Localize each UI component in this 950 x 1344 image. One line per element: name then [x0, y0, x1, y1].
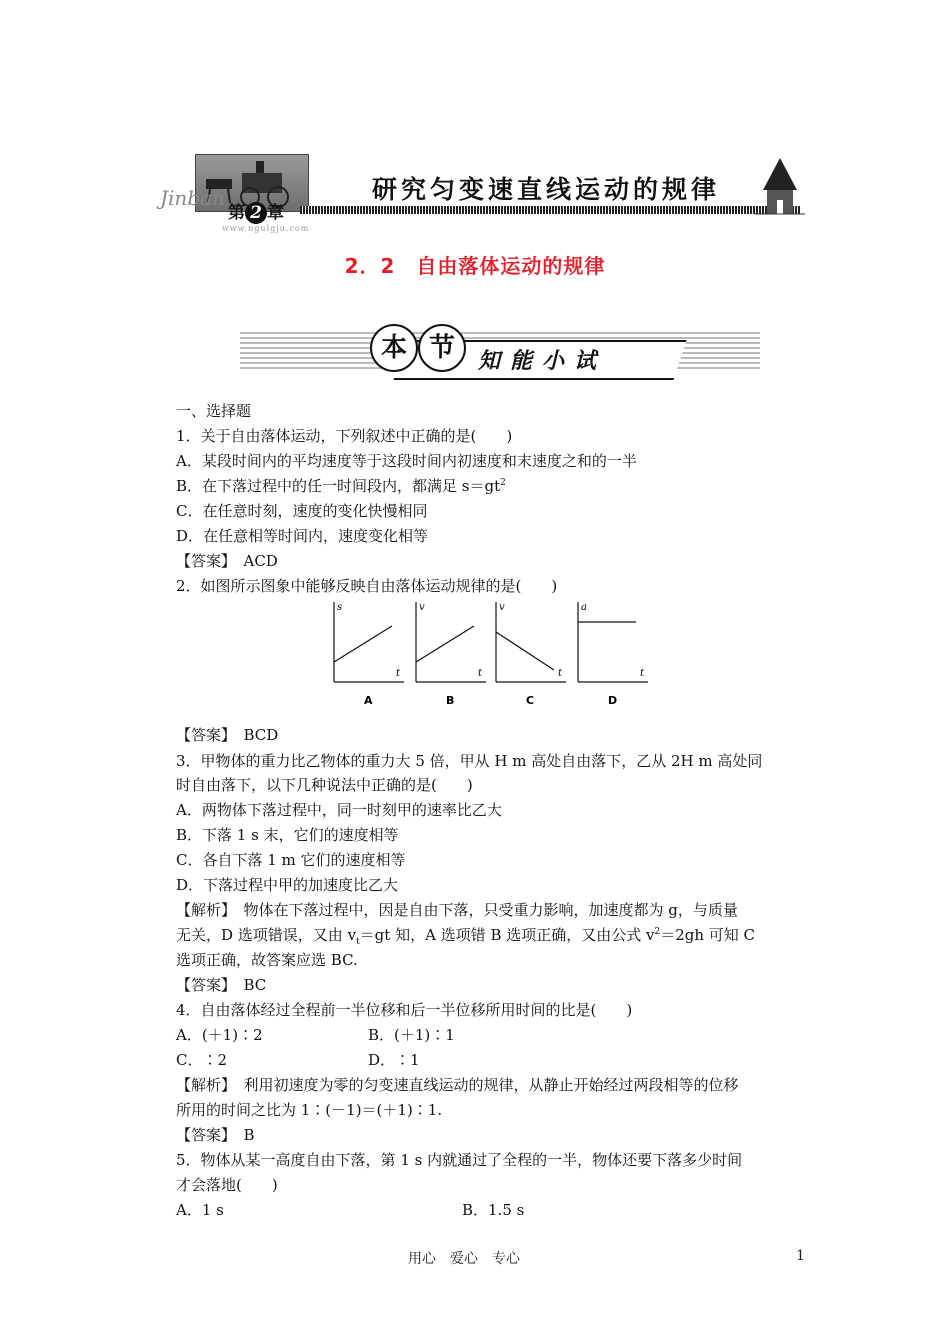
section-title: 2．2 自由落体运动的规律: [344, 254, 606, 278]
option-5a: A．1 s: [176, 1201, 224, 1219]
church-icon: [755, 156, 805, 218]
graph-a-x-label: t: [396, 668, 401, 679]
analysis-3-line-3: 选项正确，故答案应选 BC.: [176, 951, 358, 969]
answer-4: 【答案】 B: [176, 1126, 255, 1144]
chapter-label: 第 2 章: [228, 203, 284, 223]
brand-text: Jinban: [160, 186, 225, 210]
graph-a-curve: [334, 626, 392, 662]
option-4b: B．(＋1)∶1: [368, 1026, 455, 1044]
graph-a-y-label: s: [337, 602, 343, 613]
graph-c-y-label: v: [499, 602, 505, 613]
graph-b-curve: [416, 626, 474, 662]
option-3a: A．两物体下落过程中，同一时刻甲的速率比乙大: [176, 801, 502, 819]
badge-char-2: 节: [418, 324, 466, 372]
graph-a-label: A: [364, 694, 373, 707]
option-1d: D．在任意相等时间内，速度变化相等: [176, 527, 429, 545]
graph-b-label: B: [446, 694, 455, 707]
question-5-line-2: 才会落地( ): [176, 1176, 278, 1194]
graph-b-x-label: t: [478, 668, 483, 679]
graph-d-y-label: a: [581, 602, 587, 613]
question-3-line-2: 时自由落下，以下几种说法中正确的是( ): [176, 776, 473, 794]
graph-d-label: D: [608, 694, 618, 707]
graph-d-x-label: t: [640, 668, 645, 679]
banner-title: 研究匀变速直线运动的规律: [372, 175, 721, 204]
heading-choice: 一、选择题: [176, 402, 252, 420]
analysis-4-line-2: 所用的时间之比为 1∶(－1)＝(＋1)∶1.: [176, 1101, 443, 1119]
option-3b: B．下落 1 s 末，它们的速度相等: [176, 826, 399, 844]
option-5b: B．1.5 s: [462, 1201, 525, 1219]
question-3-line-1: 3．甲物体的重力比乙物体的重力大 5 倍，甲从 H m 高处自由落下，乙从 2H m 高处同: [176, 752, 763, 770]
question-1: 1．关于自由落体运动，下列叙述中正确的是( ): [176, 427, 513, 445]
option-1b: B．在下落过程中的任一时间段内，都满足 $s=gt^2$: [176, 477, 506, 495]
chapter-number: 2: [245, 202, 267, 224]
badge-char-1: 本: [370, 324, 418, 372]
graph-c-curve: [496, 632, 554, 670]
graph-c-x-label: t: [558, 668, 563, 679]
banner-underline: [300, 206, 800, 214]
analysis-3-line-1: 【解析】 物体在下落过程中，因是自由下落，只受重力影响，加速度都为 g，与质量: [176, 901, 738, 919]
analysis-3-line-2: 无关，D 选项错误，又由 $v_t=gt$ 知，A 选项错 B 选项正确，又由公式 $v^2=2gh$ 可知 C: [176, 926, 756, 947]
question-4: 4．自由落体经过全程前一半位移和后一半位移所用时间的比是( ): [176, 1001, 633, 1019]
motion-graphs: [320, 598, 670, 708]
answer-1: 【答案】 ACD: [176, 552, 278, 570]
graph-b-y-label: v: [419, 602, 425, 613]
footer-motto: 用心 爱心 专心: [408, 1251, 520, 1267]
option-4c: C．∶2: [176, 1051, 228, 1069]
watermark: www.ngulgju.com: [222, 224, 310, 233]
option-1a: A．某段时间内的平均速度等于这段时间内初速度和末速度之和的一半: [176, 452, 637, 470]
chapter-banner: [160, 148, 810, 240]
option-1c: C．在任意时刻，速度的变化快慢相同: [176, 502, 428, 520]
question-5-line-1: 5．物体从某一高度自由下落，第 1 s 内就通过了全程的一半，物体还要下落多少时间: [176, 1151, 743, 1169]
graph-c-label: C: [526, 694, 535, 707]
answer-2: 【答案】 BCD: [176, 726, 279, 744]
option-4d: D．∶1: [368, 1051, 420, 1069]
option-3c: C．各自下落 1 m 它们的速度相等: [176, 851, 406, 869]
badge-subtitle: 知能小试: [478, 349, 607, 374]
option-4a: A．(＋1)∶2: [176, 1026, 263, 1044]
page-number: 1: [796, 1248, 805, 1264]
section-badge: [240, 318, 760, 390]
answer-3: 【答案】 BC: [176, 976, 267, 994]
analysis-4-line-1: 【解析】 利用初速度为零的匀变速直线运动的规律，从静止开始经过两段相等的位移: [176, 1076, 739, 1094]
option-3d: D．下落过程中甲的加速度比乙大: [176, 876, 399, 894]
question-2: 2．如图所示图象中能够反映自由落体运动规律的是( ): [176, 577, 558, 595]
